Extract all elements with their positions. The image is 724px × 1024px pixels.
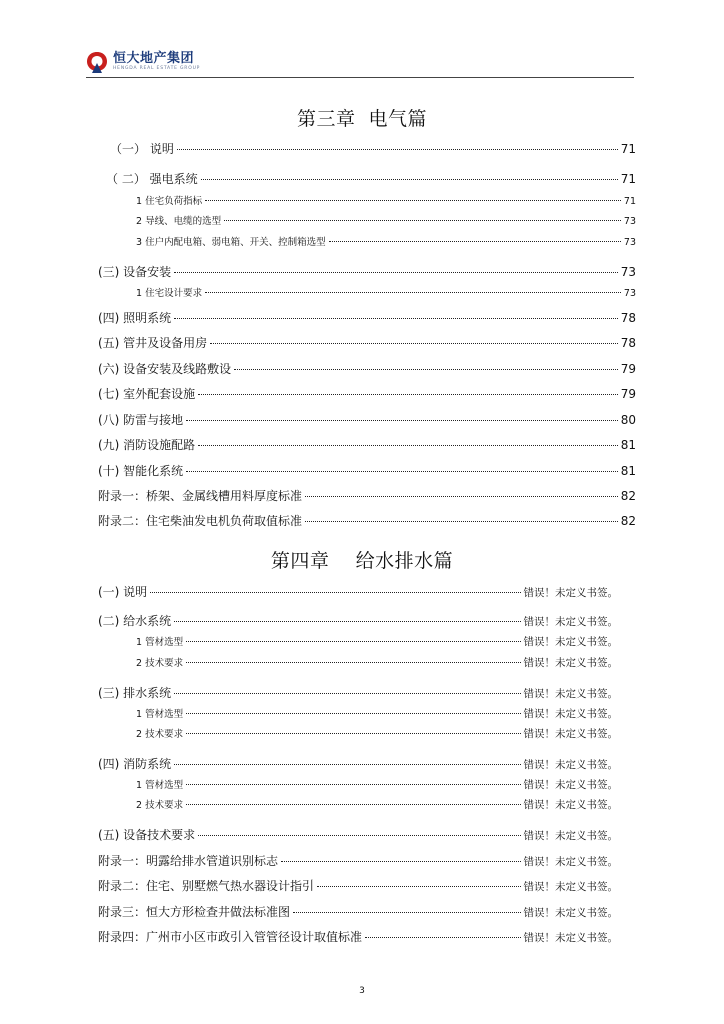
toc-entry[interactable]: (四) 照明系统 78 bbox=[98, 311, 636, 325]
toc-subentry[interactable]: 1 住宅设计要求 73 bbox=[136, 288, 636, 299]
toc-entry[interactable]: (三) 排水系统 错误！未定义书签。 bbox=[98, 686, 618, 700]
toc-appendix[interactable]: 附录一：桥架、金属线槽用料厚度标准 82 bbox=[98, 489, 636, 503]
toc-entry[interactable]: （一） 说明 71 bbox=[110, 142, 636, 156]
toc-entry[interactable]: (十) 智能化系统 81 bbox=[98, 464, 636, 478]
toc-entry[interactable]: (二) 给水系统 错误！未定义书签。 bbox=[98, 614, 618, 628]
toc-entry[interactable]: (九) 消防设施配路 81 bbox=[98, 438, 636, 452]
toc-appendix[interactable]: 附录三：恒大方形检查井做法标准图 错误！未定义书签。 bbox=[98, 905, 618, 919]
toc-subentry[interactable]: 2 技术要求 错误！未定义书签。 bbox=[136, 657, 618, 669]
toc-appendix[interactable]: 附录二：住宅柴油发电机负荷取值标准 82 bbox=[98, 514, 636, 528]
toc-appendix[interactable]: 附录二：住宅、别墅燃气热水器设计指引 错误！未定义书签。 bbox=[98, 879, 618, 893]
toc-entry[interactable]: （ 二） 强电系统 71 bbox=[106, 172, 636, 186]
brand-name-en: HENGDA REAL ESTATE GROUP bbox=[113, 66, 201, 72]
hengda-logo-icon bbox=[86, 50, 108, 74]
toc-entry[interactable]: (七) 室外配套设施 79 bbox=[98, 387, 636, 401]
toc-subentry[interactable]: 1 管材选型 错误！未定义书签。 bbox=[136, 779, 618, 791]
toc-appendix[interactable]: 附录一：明露给排水管道识别标志 错误！未定义书签。 bbox=[98, 854, 618, 868]
toc-entry[interactable]: (一) 说明 错误！未定义书签。 bbox=[98, 585, 618, 599]
toc-subentry[interactable]: 2 技术要求 错误！未定义书签。 bbox=[136, 799, 618, 811]
toc-entry[interactable]: (五) 管井及设备用房 78 bbox=[98, 336, 636, 350]
toc-entry[interactable]: (四) 消防系统 错误！未定义书签。 bbox=[98, 757, 618, 771]
toc-subentry[interactable]: 1 管材选型 错误！未定义书签。 bbox=[136, 636, 618, 648]
toc-entry[interactable]: (八) 防雷与接地 80 bbox=[98, 413, 636, 427]
brand-name: 恒大地产集团 bbox=[113, 51, 195, 67]
chapter-3-title: 第三章 电气篇 bbox=[296, 108, 428, 130]
header-divider bbox=[86, 77, 634, 78]
toc-subentry[interactable]: 3 住户内配电箱、弱电箱、开关、控制箱选型 73 bbox=[136, 237, 636, 248]
toc-entry[interactable]: (六) 设备安装及线路敷设 79 bbox=[98, 362, 636, 376]
toc-subentry[interactable]: 1 管材选型 错误！未定义书签。 bbox=[136, 708, 618, 720]
chapter-4-title: 第四章 给水排水篇 bbox=[270, 550, 454, 572]
toc-entry[interactable]: (三) 设备安装 73 bbox=[98, 265, 636, 279]
toc-appendix[interactable]: 附录四：广州市小区市政引入管管径设计取值标准 错误！未定义书签。 bbox=[98, 930, 618, 944]
toc-subentry[interactable]: 2 技术要求 错误！未定义书签。 bbox=[136, 728, 618, 740]
toc-subentry[interactable]: 2 导线、电缆的选型 73 bbox=[136, 216, 636, 227]
toc-subentry[interactable]: 1 住宅负荷指标 71 bbox=[136, 196, 636, 207]
page-number: 3 bbox=[359, 986, 365, 996]
company-logo bbox=[86, 48, 200, 76]
toc-entry[interactable]: (五) 设备技术要求 错误！未定义书签。 bbox=[98, 828, 618, 842]
